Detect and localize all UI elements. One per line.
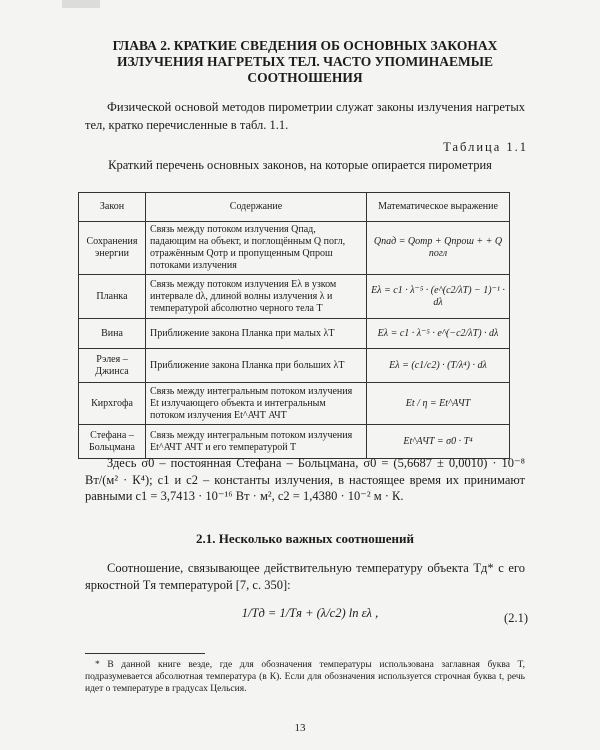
law-name: Сохранения энергии (79, 222, 146, 275)
chapter-title: ГЛАВА 2. КРАТКИЕ СВЕДЕНИЯ ОБ ОСНОВНЫХ ЗАКОНАХ ИЗЛУЧЕНИЯ НАГРЕТЫХ ТЕЛ. ЧАСТО УПОМИНАЕМЫЕ СООТНОШЕНИЯ (112, 38, 498, 85)
law-formula: Qпад = Qотр + Qпрош + + Q погл (367, 222, 510, 275)
footnote: * В данной книге везде, где для обозначения температуры использована заглавная буква T, подразумевается абсолютная температура (в К). Если для обозначения используется строчная буква t, речь идет о температуре в градусах Цельсия. (85, 660, 525, 694)
page-number: 13 (294, 722, 306, 734)
table-row (79, 425, 510, 459)
law-content: Приближение закона Планка при больших λT (146, 349, 367, 383)
law-name: Стефана – Больцмана (79, 425, 146, 459)
law-formula: Eλ = (c1/c2) · (T/λ⁴) · dλ (367, 349, 510, 383)
law-name: Планка (79, 275, 146, 319)
law-content: Связь между потоком излучения Eλ в узком интервале dλ, длиной волны излучения λ и температурой абсолютно черного тела T (146, 275, 367, 319)
law-name: Кирхгофа (79, 383, 146, 425)
law-name: Вина (79, 319, 146, 349)
section-title: 2.1. Несколько важных соотношений (196, 531, 414, 546)
footnote-divider (85, 653, 205, 654)
equation: 1/Tд = 1/Tя + (λ/c2) ln ελ , (241, 606, 379, 620)
law-formula: Et^АЧТ = σ0 · T⁴ (367, 425, 510, 459)
equation-number: (2.1) (504, 611, 528, 625)
laws-table (78, 192, 510, 459)
law-content: Связь между интегральным потоком излучения Et излучающего объекта и интегральным потоком излучения Et^АЧТ АЧТ (146, 383, 367, 425)
section-paragraph: Соотношение, связывающее действительную температуру объекта Tд* с его яркостной Tя температурой [7, с. 350]: (85, 561, 525, 592)
law-name: Рэлея – Джинса (79, 349, 146, 383)
header-law: Закон (79, 193, 146, 222)
law-formula: Et / η = Et^АЧТ (367, 383, 510, 425)
constants-paragraph: Здесь σ0 – постоянная Стефана – Больцмана, σ0 = (5,6687 ± 0,0010) · 10⁻⁸ Вт/(м² · К⁴); c1 и c2 – константы излучения, в настоящее время их принимают равными c1 = 3,7413 · 10⁻¹⁶ Вт · м², c2 = 1,4380 · 10⁻² м · К. (85, 456, 525, 503)
table-row (79, 349, 510, 383)
intro-paragraph: Физической основой методов пирометрии служат законы излучения нагретых тел, кратко перечисленные в табл. 1.1. (85, 100, 525, 132)
header-content: Содержание (146, 193, 367, 222)
law-content: Связь между потоком излучения Qпад, падающим на объект, и поглощённым Q погл, отражённым Qотр и пропущенным Qпрош потоками излучения (146, 222, 367, 275)
scan-artifact (62, 0, 100, 8)
law-formula: Eλ = c1 · λ⁻⁵ · e^(−c2/λT) · dλ (367, 319, 510, 349)
law-formula: Eλ = c1 · λ⁻⁵ · (e^(c2/λT) − 1)⁻¹ · dλ (367, 275, 510, 319)
table-caption: Краткий перечень основных законов, на которые опирается пирометрия (108, 158, 492, 172)
table-row (79, 222, 510, 275)
law-content: Приближение закона Планка при малых λT (146, 319, 367, 349)
law-content: Связь между интегральным потоком излучения Et^АЧТ АЧТ и его температурой T (146, 425, 367, 459)
header-formula: Математическое выражение (367, 193, 510, 222)
table-row (79, 275, 510, 319)
table-row (79, 319, 510, 349)
table-row (79, 383, 510, 425)
table-number: Таблица 1.1 (443, 140, 528, 154)
table-header-row (79, 193, 510, 222)
